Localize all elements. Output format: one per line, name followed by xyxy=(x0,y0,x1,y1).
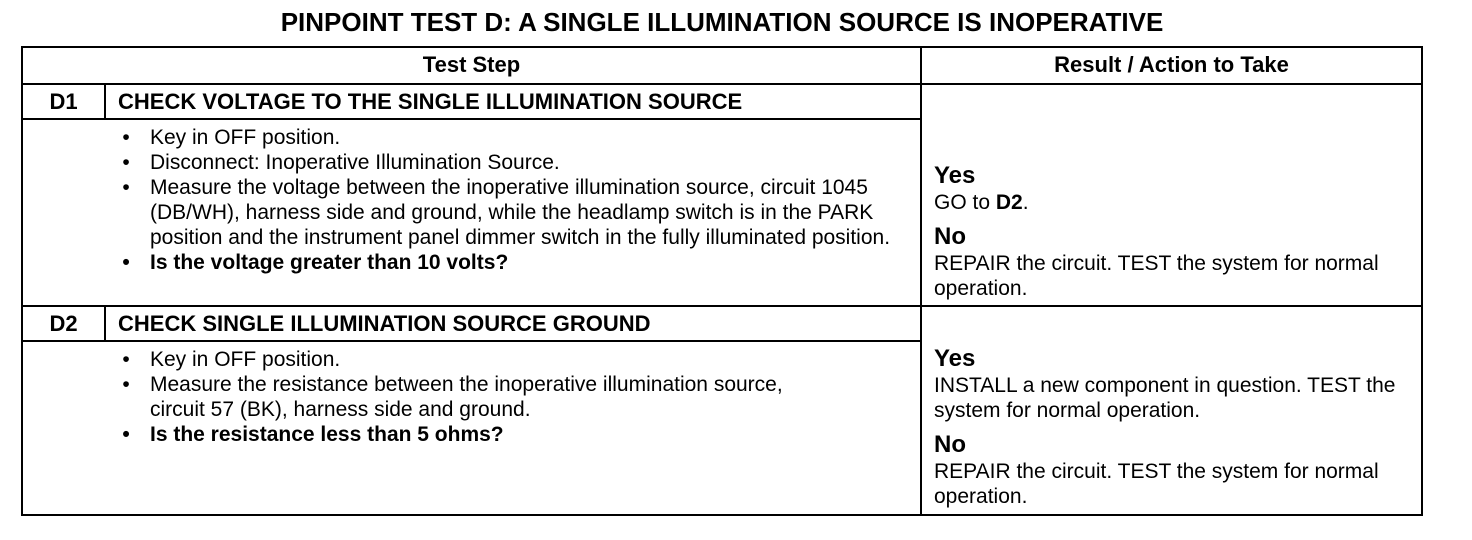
bullet-icon: • xyxy=(122,176,130,199)
no-label: No xyxy=(934,223,966,250)
bullet-icon: • xyxy=(122,423,130,446)
yes-label: Yes xyxy=(934,345,976,372)
bullet-icon: • xyxy=(122,373,130,396)
yes-label: Yes xyxy=(934,162,976,189)
pinpoint-test-table xyxy=(21,46,1423,516)
table-border-right xyxy=(1421,46,1423,516)
yes-action: INSTALL a new component in question. TEST the system for normal operation. xyxy=(934,374,1396,422)
header-test-step: Test Step xyxy=(422,52,521,77)
step-id: D2 xyxy=(49,311,78,336)
step-result xyxy=(934,345,1404,509)
table-border-bottom xyxy=(21,514,1423,516)
no-action: REPAIR the circuit. TEST the system for normal operation. xyxy=(934,460,1379,508)
step-title: CHECK VOLTAGE TO THE SINGLE ILLUMINATION SOURCE xyxy=(118,89,743,114)
step-title: CHECK SINGLE ILLUMINATION SOURCE GROUND xyxy=(118,311,651,336)
question-item: • Is the voltage greater than 10 volts? xyxy=(116,250,906,275)
instruction-item: • Measure the voltage between the inoperative illumination source, circuit 1045 (DB/WH), harness side and ground, while the headlamp switch is in the PARK position and the instrument panel dimmer switch in the fully illuminated position. xyxy=(116,175,906,250)
instruction-item: • Key in OFF position. xyxy=(116,125,906,150)
no-label: No xyxy=(934,431,966,458)
header-result: Result / Action to Take xyxy=(1054,52,1289,77)
d1-id-divider xyxy=(104,83,106,120)
step-id: D1 xyxy=(49,89,78,114)
step-instructions xyxy=(116,347,836,447)
page-title: PINPOINT TEST D: A SINGLE ILLUMINATION SOURCE IS INOPERATIVE xyxy=(280,7,1164,37)
bullet-icon: • xyxy=(122,251,130,274)
instruction-item: • Disconnect: Inoperative Illumination Source. xyxy=(116,150,906,175)
d2-id-divider xyxy=(104,305,106,342)
goto-step-link: D2 xyxy=(995,191,1023,214)
yes-action: GO to D2. xyxy=(934,191,1029,214)
column-divider xyxy=(920,46,922,516)
no-action: REPAIR the circuit. TEST the system for normal operation. xyxy=(934,252,1379,300)
instruction-item: • Measure the resistance between the inoperative illumination source, circuit 57 (BK), harness side and ground. xyxy=(116,372,836,422)
bullet-icon: • xyxy=(122,348,130,371)
step-result xyxy=(934,162,1414,301)
question-item: • Is the resistance less than 5 ohms? xyxy=(116,422,836,447)
bullet-icon: • xyxy=(122,151,130,174)
bullet-icon: • xyxy=(122,126,130,149)
instruction-item: • Key in OFF position. xyxy=(116,347,836,372)
step-instructions xyxy=(116,125,906,275)
